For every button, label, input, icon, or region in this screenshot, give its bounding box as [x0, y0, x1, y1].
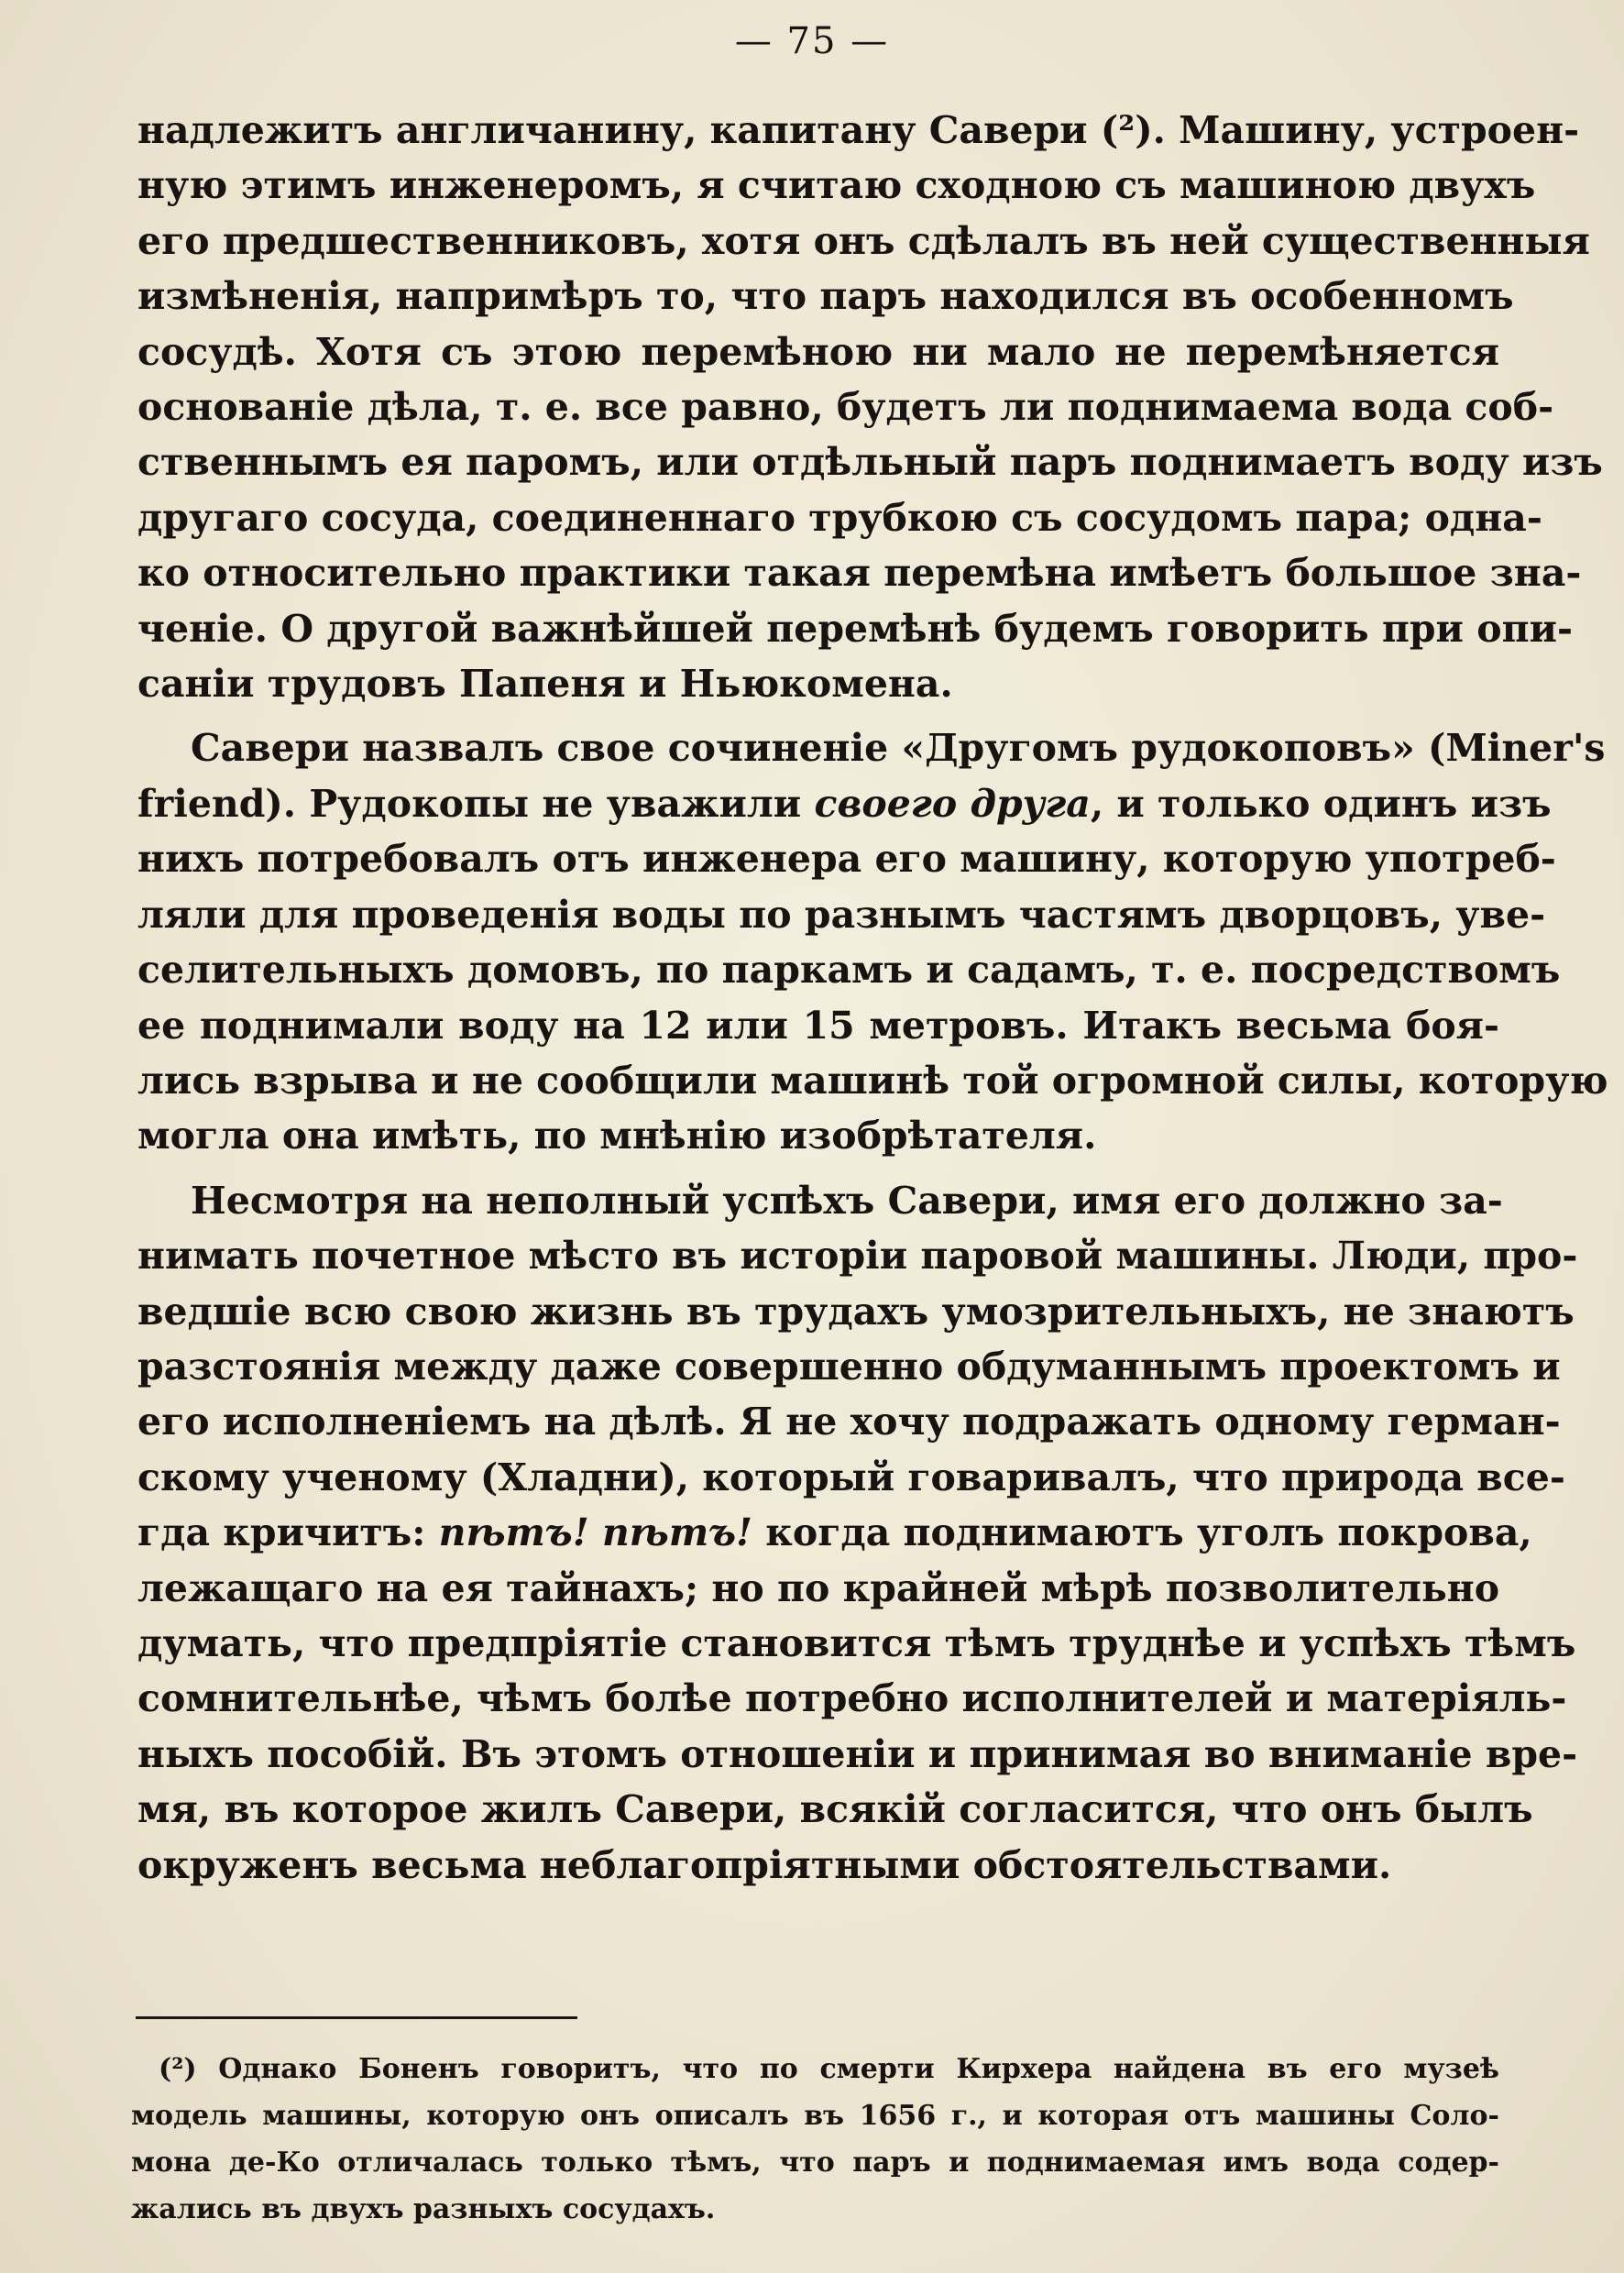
text-line: мя, въ которое жилъ Савери, всякій согласится, что онъ былъ — [137, 1787, 1533, 1832]
text-line: ведшіе всю свою жизнь въ трудахъ умозрительныхъ, не знаютъ — [137, 1289, 1575, 1334]
text-line: окруженъ весьма неблагопріятными обстоятельствами. — [137, 1842, 1392, 1887]
body-text — [137, 103, 1608, 1902]
text-line: лись взрыва и не сообщили машинѣ той огромной силы, которую — [137, 1058, 1608, 1103]
text-line: Несмотря на неполный успѣхъ Савери, имя его должно за- — [191, 1178, 1503, 1223]
text-line: ную этимъ инженеромъ, я считаю сходною съ машиною двухъ — [137, 163, 1536, 208]
page-number: — 75 — — [734, 20, 890, 62]
text-line: нимать почетное мѣсто въ исторіи паровой машины. Люди, про- — [137, 1234, 1578, 1279]
text-line: ченіе. О другой важнѣйшей перемѣнѣ будемъ говорить при опи- — [137, 606, 1574, 651]
paragraph-2 — [137, 720, 1608, 1163]
text-line: скому ученому (Хладни), который говаривалъ, что природа все- — [137, 1455, 1565, 1499]
text-line: его предшественниковъ, хотя онъ сдѣлалъ въ ней существенныя — [137, 218, 1590, 263]
emphasis-text: пѣтъ! пѣтъ! — [438, 1510, 753, 1555]
footnote-divider — [136, 2016, 577, 2019]
text-line: разстоянія между даже совершенно обдуманнымъ проектомъ и — [137, 1344, 1561, 1389]
text-line: сосудѣ. Хотя съ этою перемѣною ни мало не перемѣняется — [137, 329, 1499, 374]
paragraph-3 — [137, 1173, 1578, 1893]
text-line: ее поднимали воду на 12 или 15 метровъ. Итакъ весьма боя- — [137, 1003, 1499, 1048]
text-line: гда кричитъ: пѣтъ! пѣтъ! когда поднимаютъ уголъ покрова, — [137, 1510, 1532, 1555]
text-line: надлежитъ англичанину, капитану Савери (²). Машину, устроен- — [137, 108, 1580, 152]
footnote-line: жались въ двухъ разныхъ сосудахъ. — [131, 2193, 716, 2225]
text-line: измѣненія, напримѣръ то, что паръ находился въ особенномъ — [137, 274, 1514, 319]
emphasis-text: своего друга — [814, 781, 1091, 826]
text-line: сомнительнѣе, чѣмъ болѣе потребно исполнителей и матеріяль- — [137, 1676, 1567, 1721]
text-line: думать, что предпріятіе становится тѣмъ труднѣе и успѣхъ тѣмъ — [137, 1620, 1576, 1665]
text-line: ко относительно практики такая перемѣна имѣетъ большое зна- — [137, 551, 1582, 596]
text-line: саніи трудовъ Папеня и Ньюкомена. — [137, 662, 953, 707]
text-line: лежащаго на ея тайнахъ; но по крайней мѣрѣ позволительно — [137, 1565, 1500, 1610]
text-line: ляли для проведенія воды по разнымъ частямъ дворцовъ, уве- — [137, 892, 1546, 937]
text-line: ственнымъ ея паромъ, или отдѣльный паръ поднимаетъ воду изъ — [137, 440, 1603, 485]
paragraph-1 — [137, 103, 1603, 711]
text-line: Савери назвалъ свое сочиненіе «Другомъ рудокоповъ» (Miner's — [191, 726, 1606, 771]
footnote — [131, 2046, 1499, 2233]
text-line: ныхъ пособій. Въ этомъ отношеніи и принимая во вниманіе вре- — [137, 1731, 1578, 1776]
text-line: нихъ потребовалъ отъ инженера его машину, которую употреб- — [137, 837, 1556, 882]
text-line: могла она имѣть, по мнѣнію изобрѣтателя. — [137, 1114, 1097, 1158]
text-line: другаго сосуда, соединеннаго трубкою съ сосудомъ пара; одна- — [137, 495, 1542, 540]
text-line: селительныхъ домовъ, по паркамъ и садамъ, т. е. посредствомъ — [137, 948, 1561, 993]
footnote-line: модель машины, которую онъ описалъ въ 1656 г., и которая отъ машины Соло- — [131, 2100, 1499, 2132]
text-line: friend). Рудокопы не уважили своего друга, и только одинъ изъ — [137, 781, 1552, 826]
text-line: основаніе дѣла, т. е. все равно, будетъ ли поднимаема вода соб- — [137, 385, 1554, 430]
footnote-line: (²) Однако Боненъ говоритъ, что по смерти Кирхера найдена въ его музеѣ — [159, 2053, 1499, 2085]
footnote-line: мона де-Ко отличалась только тѣмъ, что паръ и поднимаемая имъ вода содер- — [131, 2147, 1499, 2179]
text-line: его исполненіемъ на дѣлѣ. Я не хочу подражать одному герман- — [137, 1400, 1561, 1444]
